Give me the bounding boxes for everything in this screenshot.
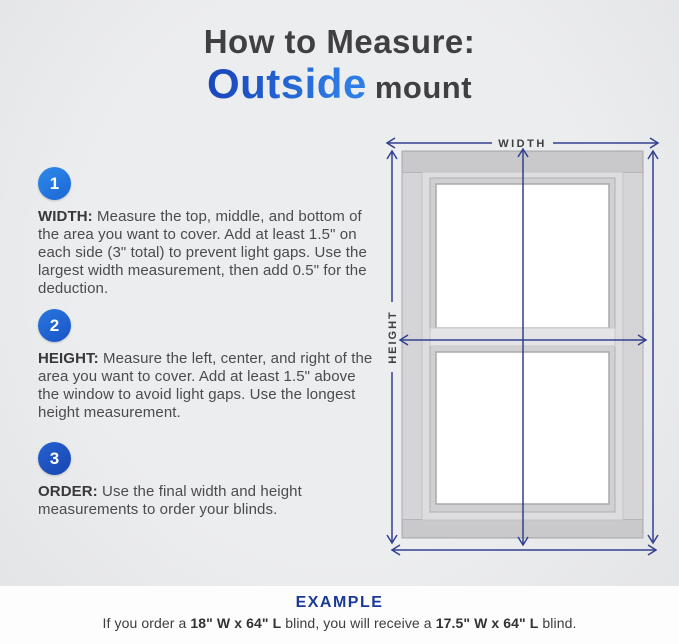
title-block [0,24,679,107]
page-subtitle [0,61,679,107]
step-3-text [38,483,380,519]
height-label: HEIGHT [387,310,399,364]
title-highlight: Outside [206,60,367,108]
width-arrow-bottom [392,545,656,555]
window-measurement-diagram [375,130,675,590]
example-received-size: 17.5" W x 64" L [435,615,539,631]
height-arrow-right [648,151,658,543]
example-ordered-size: 18" W x 64" L [190,615,282,631]
example-footer [0,586,679,644]
step-3-description: Use the final width and height measurements to order your blinds. [38,483,302,518]
step-1-number: 1 [49,173,60,193]
step-2-number-badge [38,309,71,342]
page-title: How to Measure: [203,23,476,60]
step-3-number-badge [38,442,71,475]
example-prefix: If you order a [102,615,191,631]
width-label: WIDTH [498,138,547,150]
step-1-number-badge [38,167,71,200]
example-heading: EXAMPLE [295,594,384,611]
step-2-description: Measure the left, center, and right of the area you want to cover. Add at least 1.5" above the window to avoid light gaps. Use the longest height measurement. [38,350,373,421]
example-suffix: blind. [538,615,577,631]
window-illustration [375,130,675,590]
step-2-label: HEIGHT: [38,350,99,367]
step-3-number: 3 [49,448,60,468]
step-3-label: ORDER: [38,483,98,500]
example-sentence [0,615,679,631]
step-2-number: 2 [49,315,60,335]
example-middle: blind, you will receive a [281,615,436,631]
step-2-text [38,350,380,422]
step-3 [38,442,380,519]
step-2 [38,309,380,422]
step-1-text [38,208,380,298]
step-1-label: WIDTH: [38,208,93,225]
step-1 [38,167,380,298]
title-suffix: mount [374,70,473,106]
step-1-description: Measure the top, middle, and bottom of the area you want to cover. Add at least 1.5" on each side (3" total) to prevent light gaps. Use the largest width measurement, then add 0.5" for the deduction. [38,208,367,297]
